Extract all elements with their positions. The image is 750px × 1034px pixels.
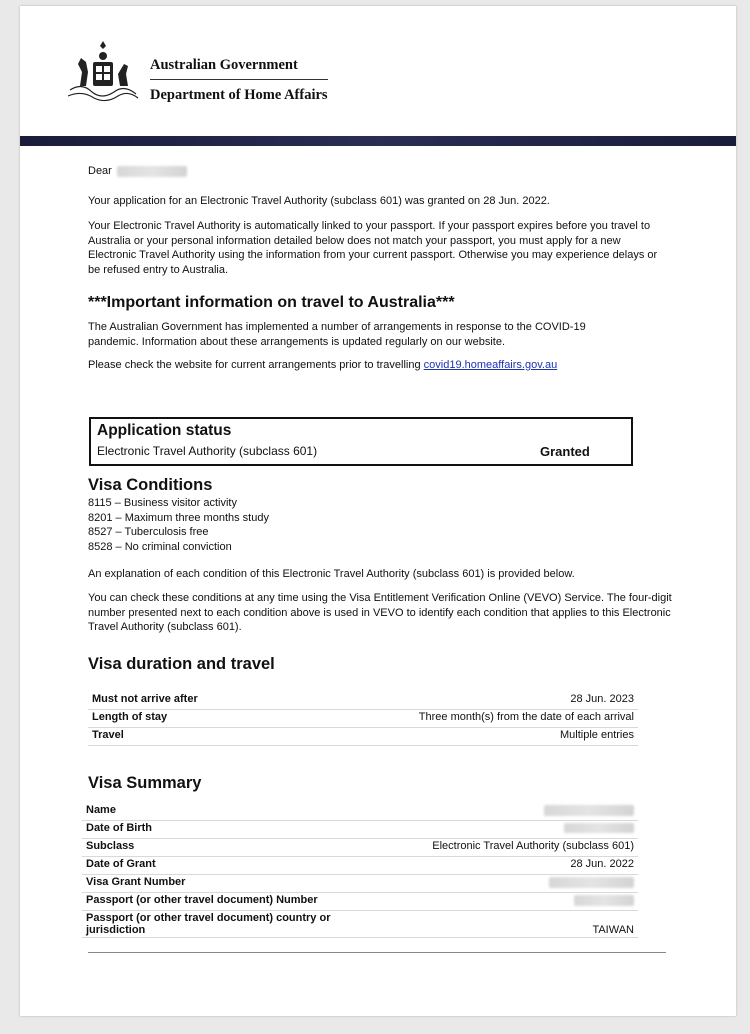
table-row [82, 839, 638, 857]
passport-paragraph: Your Electronic Travel Authority is automatically linked to your passport. If your passport expires before you travel to Australia or your personal information detailed below does not match your passport, you must apply for a new Electronic Travel Authority using the information from your current passport. Otherwise you may experience delays or be refused entry to Australia. [88, 220, 658, 276]
duration-table [88, 692, 638, 746]
redacted-passport-number [574, 895, 634, 906]
condition-item: 8528 – No criminal conviction [88, 540, 232, 553]
table-row [88, 728, 638, 746]
table-row [82, 893, 638, 911]
redacted-recipient-name [117, 166, 187, 177]
row-value: Multiple entries [274, 728, 638, 746]
vevo-paragraph: You can check these conditions at any time using the Visa Entitlement Verification Online (VEVO) Service. The four-digit number presented next to each condition above is used in VEVO to identify each condition that applies to this Electronic Travel Authority (subclass 601). [88, 592, 672, 633]
footer-divider [88, 952, 666, 953]
row-label: Subclass [82, 839, 360, 857]
row-value: Three month(s) from the date of each arrival [274, 710, 638, 728]
summary-table [82, 803, 638, 938]
row-label: Date of Birth [82, 821, 360, 839]
department-name: Department of Home Affairs [150, 87, 328, 103]
row-label: Passport (or other travel document) country or jurisdiction [82, 911, 360, 938]
covid-paragraph: The Australian Government has implemented a number of arrangements in response to the COVID-19 pandemic. Information about these arrangements is updated regularly on our website. [88, 321, 586, 348]
redacted-grant-number [549, 877, 634, 888]
row-value: Electronic Travel Authority (subclass 601) [360, 839, 638, 857]
government-name: Australian Government [150, 57, 298, 73]
letter-page [20, 6, 736, 1016]
row-value: TAIWAN [360, 911, 638, 938]
condition-item: 8115 – Business visitor activity [88, 497, 237, 509]
visa-conditions-heading: Visa Conditions [88, 476, 213, 494]
redacted-date-of-birth [564, 823, 634, 833]
row-label: Name [82, 803, 360, 821]
application-status-box [89, 417, 633, 466]
row-label: Date of Grant [82, 857, 360, 875]
status-title: Application status [97, 422, 232, 439]
redacted-name [544, 805, 634, 816]
condition-item: 8201 – Maximum three months study [88, 511, 269, 524]
row-label: Must not arrive after [88, 692, 274, 710]
table-row [82, 875, 638, 893]
important-heading: ***Important information on travel to Australia*** [88, 294, 455, 311]
salutation: Dear [88, 164, 187, 179]
visa-summary-heading: Visa Summary [88, 774, 202, 792]
table-row [82, 911, 638, 938]
covid-website-link[interactable]: covid19.homeaffairs.gov.au [423, 359, 558, 371]
row-label: Passport (or other travel document) Number [82, 893, 360, 911]
row-value: 28 Jun. 2023 [274, 692, 638, 710]
table-row [88, 710, 638, 728]
coat-of-arms-icon [60, 40, 146, 104]
table-row [82, 821, 638, 839]
conditions-list [88, 496, 269, 554]
visa-duration-heading: Visa duration and travel [88, 655, 275, 673]
table-row [88, 692, 638, 710]
header-band [20, 136, 736, 146]
conditions-explanation: An explanation of each condition of this Electronic Travel Authority (subclass 601) is provided below. [88, 568, 575, 580]
status-value: Granted [540, 444, 590, 459]
department-heading [150, 56, 328, 104]
condition-item: 8527 – Tuberculosis free [88, 526, 209, 538]
table-row [82, 857, 638, 875]
check-website-line: Please check the website for current arrangements prior to travelling covid19.homeaffairs.gov.au [88, 359, 558, 371]
row-value: 28 Jun. 2022 [360, 857, 638, 875]
row-label: Travel [88, 728, 274, 746]
row-label: Length of stay [88, 710, 274, 728]
grant-sentence: Your application for an Electronic Travel Authority (subclass 601) was granted on 28 Jun. 2022. [88, 195, 550, 207]
table-row [82, 803, 638, 821]
heading-divider [150, 79, 328, 80]
row-label: Visa Grant Number [82, 875, 360, 893]
status-visa-type: Electronic Travel Authority (subclass 601) [97, 444, 318, 458]
